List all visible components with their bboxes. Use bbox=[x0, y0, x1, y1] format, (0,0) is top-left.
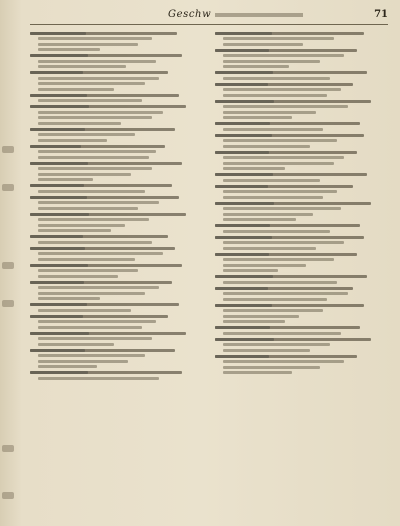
entry-continuation-line bbox=[223, 128, 323, 131]
directory-entry bbox=[30, 281, 203, 301]
entry-continuation-line bbox=[38, 48, 100, 51]
entry-continuation-line bbox=[38, 269, 138, 272]
entry-surname bbox=[30, 281, 84, 284]
entry-surname bbox=[215, 355, 269, 358]
entry-surname bbox=[30, 264, 88, 267]
directory-entry bbox=[215, 202, 388, 222]
binding-margin bbox=[0, 0, 22, 526]
entry-continuation-line bbox=[223, 332, 341, 335]
entry-first-line bbox=[215, 173, 367, 176]
directory-entry bbox=[215, 326, 388, 335]
entry-surname bbox=[30, 145, 81, 148]
entry-first-line bbox=[30, 349, 175, 352]
entry-continuation-line bbox=[38, 150, 156, 153]
entry-surname bbox=[215, 173, 273, 176]
entry-continuation-line bbox=[38, 201, 159, 204]
entry-continuation-line bbox=[38, 337, 152, 340]
directory-entry bbox=[30, 196, 203, 210]
entry-surname bbox=[215, 122, 270, 125]
entry-surname bbox=[215, 83, 268, 86]
entry-first-line bbox=[30, 145, 165, 148]
entry-surname bbox=[215, 49, 269, 52]
entry-first-line bbox=[215, 224, 360, 227]
entry-continuation-line bbox=[223, 156, 344, 159]
entry-first-line bbox=[30, 54, 182, 57]
entry-continuation-line bbox=[38, 88, 114, 91]
directory-entry bbox=[215, 236, 388, 250]
entry-surname bbox=[30, 128, 85, 131]
directory-entry bbox=[30, 332, 203, 346]
entry-surname bbox=[215, 185, 268, 188]
entry-first-line bbox=[215, 355, 357, 358]
entry-first-line bbox=[30, 281, 172, 284]
entry-continuation-line bbox=[223, 37, 334, 40]
entry-continuation-line bbox=[223, 371, 292, 374]
entry-first-line bbox=[30, 247, 175, 250]
entry-first-line bbox=[30, 71, 168, 74]
entry-continuation-line bbox=[38, 178, 93, 181]
entry-continuation-line bbox=[223, 94, 327, 97]
entry-continuation-line bbox=[223, 218, 296, 221]
entry-continuation-line bbox=[223, 60, 320, 63]
entry-surname bbox=[30, 371, 88, 374]
entry-first-line bbox=[215, 253, 357, 256]
entry-surname bbox=[215, 134, 272, 137]
directory-entry bbox=[215, 173, 388, 182]
entry-continuation-line bbox=[38, 360, 128, 363]
entry-surname bbox=[30, 303, 87, 306]
entry-continuation-line bbox=[223, 320, 285, 323]
entry-continuation-line bbox=[38, 218, 149, 221]
entry-surname bbox=[215, 100, 274, 103]
margin-mark bbox=[2, 300, 14, 307]
entry-continuation-line bbox=[38, 133, 135, 136]
entry-first-line bbox=[30, 94, 179, 97]
directory-entry bbox=[30, 349, 203, 369]
entry-continuation-line bbox=[38, 258, 135, 261]
entry-first-line bbox=[215, 122, 360, 125]
margin-mark bbox=[2, 146, 14, 153]
entry-first-line bbox=[215, 202, 371, 205]
entry-first-line bbox=[215, 83, 353, 86]
entry-continuation-line bbox=[223, 196, 323, 199]
directory-columns bbox=[30, 29, 388, 514]
directory-entry bbox=[215, 253, 388, 273]
entry-first-line bbox=[215, 275, 367, 278]
entry-continuation-line bbox=[223, 241, 344, 244]
entry-continuation-line bbox=[38, 60, 156, 63]
entry-continuation-line bbox=[223, 179, 320, 182]
directory-entry bbox=[215, 275, 388, 284]
entry-first-line bbox=[30, 162, 182, 165]
directory-entry bbox=[30, 184, 203, 193]
entry-continuation-line bbox=[38, 156, 149, 159]
directory-entry bbox=[215, 224, 388, 233]
entry-first-line bbox=[30, 196, 179, 199]
directory-entry bbox=[215, 134, 388, 148]
running-head-rest bbox=[215, 13, 303, 17]
entry-first-line bbox=[215, 287, 353, 290]
entry-surname bbox=[215, 338, 274, 341]
entry-continuation-line bbox=[223, 264, 306, 267]
entry-continuation-line bbox=[223, 145, 310, 148]
directory-entry bbox=[215, 32, 388, 46]
entry-surname bbox=[30, 213, 89, 216]
entry-continuation-line bbox=[223, 207, 341, 210]
entry-continuation-line bbox=[38, 343, 114, 346]
entry-first-line bbox=[215, 326, 360, 329]
entry-continuation-line bbox=[38, 37, 152, 40]
entry-first-line bbox=[215, 134, 364, 137]
margin-mark bbox=[2, 445, 14, 452]
directory-entry bbox=[215, 100, 388, 120]
entry-first-line bbox=[215, 236, 364, 239]
directory-entry bbox=[215, 304, 388, 324]
entry-first-line bbox=[30, 213, 186, 216]
entry-continuation-line bbox=[223, 190, 337, 193]
column-right bbox=[215, 29, 388, 514]
entry-surname bbox=[30, 162, 88, 165]
entry-first-line bbox=[215, 304, 364, 307]
directory-entry bbox=[30, 145, 203, 159]
entry-continuation-line bbox=[38, 229, 111, 232]
entry-continuation-line bbox=[38, 326, 142, 329]
running-head-text: Geschw bbox=[168, 9, 212, 20]
entry-continuation-line bbox=[38, 43, 138, 46]
entry-first-line bbox=[30, 128, 175, 131]
entry-surname bbox=[30, 315, 83, 318]
entry-continuation-line bbox=[223, 162, 334, 165]
entry-continuation-line bbox=[223, 269, 278, 272]
entry-continuation-line bbox=[38, 354, 145, 357]
directory-entry bbox=[215, 83, 388, 97]
entry-continuation-line bbox=[223, 167, 285, 170]
entry-continuation-line bbox=[223, 309, 323, 312]
entry-surname bbox=[215, 287, 268, 290]
directory-entry bbox=[215, 338, 388, 352]
entry-first-line bbox=[215, 100, 371, 103]
entry-first-line bbox=[30, 32, 177, 35]
directory-entry bbox=[30, 94, 203, 103]
entry-surname bbox=[30, 54, 88, 57]
page-header bbox=[30, 9, 388, 25]
entry-surname bbox=[215, 224, 270, 227]
entry-continuation-line bbox=[223, 247, 316, 250]
entry-first-line bbox=[30, 184, 172, 187]
entry-first-line bbox=[30, 235, 168, 238]
entry-continuation-line bbox=[223, 65, 289, 68]
margin-mark bbox=[2, 184, 14, 191]
entry-surname bbox=[30, 94, 87, 97]
entry-continuation-line bbox=[38, 139, 107, 142]
entry-continuation-line bbox=[38, 77, 159, 80]
entry-continuation-line bbox=[223, 298, 327, 301]
entry-surname bbox=[30, 184, 84, 187]
entry-continuation-line bbox=[223, 366, 320, 369]
entry-continuation-line bbox=[223, 315, 299, 318]
directory-entry bbox=[215, 122, 388, 131]
entry-first-line bbox=[215, 32, 364, 35]
entry-continuation-line bbox=[223, 77, 330, 80]
entry-surname bbox=[215, 304, 272, 307]
entry-continuation-line bbox=[223, 116, 292, 119]
margin-mark bbox=[2, 492, 14, 499]
entry-surname bbox=[30, 196, 87, 199]
directory-entry bbox=[215, 287, 388, 301]
entry-continuation-line bbox=[223, 258, 334, 261]
directory-entry bbox=[215, 49, 388, 69]
entry-first-line bbox=[30, 315, 168, 318]
entry-continuation-line bbox=[38, 173, 131, 176]
directory-entry bbox=[30, 105, 203, 125]
directory-entry bbox=[30, 54, 203, 68]
entry-continuation-line bbox=[38, 292, 145, 295]
page-number: 71 bbox=[374, 9, 388, 20]
entry-first-line bbox=[215, 338, 371, 341]
entry-first-line bbox=[30, 105, 186, 108]
entry-continuation-line bbox=[38, 99, 142, 102]
entry-surname bbox=[215, 253, 269, 256]
entry-surname bbox=[215, 71, 273, 74]
entry-continuation-line bbox=[38, 320, 156, 323]
entry-surname bbox=[30, 71, 83, 74]
entry-continuation-line bbox=[223, 360, 344, 363]
entry-surname bbox=[215, 275, 273, 278]
entry-continuation-line bbox=[38, 116, 152, 119]
entry-continuation-line bbox=[38, 111, 163, 114]
entry-first-line bbox=[215, 49, 357, 52]
directory-entry bbox=[30, 235, 203, 244]
entry-surname bbox=[215, 32, 272, 35]
entry-continuation-line bbox=[38, 241, 152, 244]
running-head bbox=[168, 9, 303, 20]
column-left bbox=[30, 29, 203, 514]
entry-continuation-line bbox=[223, 111, 316, 114]
directory-entry bbox=[30, 264, 203, 278]
entry-surname bbox=[215, 236, 272, 239]
entry-first-line bbox=[30, 264, 182, 267]
directory-entry bbox=[30, 213, 203, 233]
entry-surname bbox=[215, 151, 269, 154]
entry-continuation-line bbox=[223, 88, 341, 91]
entry-continuation-line bbox=[223, 349, 310, 352]
directory-entry bbox=[30, 247, 203, 261]
entry-continuation-line bbox=[223, 54, 344, 57]
entry-continuation-line bbox=[223, 213, 313, 216]
entry-continuation-line bbox=[38, 82, 145, 85]
entry-first-line bbox=[215, 151, 357, 154]
entry-continuation-line bbox=[223, 139, 337, 142]
entry-surname bbox=[30, 32, 86, 35]
entry-surname bbox=[30, 247, 85, 250]
entry-first-line bbox=[30, 371, 182, 374]
directory-entry bbox=[30, 303, 203, 312]
entry-continuation-line bbox=[38, 224, 125, 227]
entry-continuation-line bbox=[223, 292, 348, 295]
entry-surname bbox=[215, 326, 270, 329]
entry-continuation-line bbox=[38, 65, 126, 68]
entry-surname bbox=[30, 349, 85, 352]
directory-entry bbox=[215, 71, 388, 80]
directory-entry bbox=[215, 355, 388, 375]
directory-entry bbox=[30, 128, 203, 142]
directory-entry bbox=[30, 315, 203, 329]
entry-first-line bbox=[30, 303, 179, 306]
entry-continuation-line bbox=[38, 275, 118, 278]
entry-continuation-line bbox=[38, 365, 97, 368]
entry-continuation-line bbox=[38, 377, 159, 380]
entry-continuation-line bbox=[38, 122, 121, 125]
entry-first-line bbox=[30, 332, 186, 335]
entry-continuation-line bbox=[38, 207, 138, 210]
margin-mark bbox=[2, 262, 14, 269]
directory-entry bbox=[30, 371, 203, 380]
directory-entry bbox=[30, 32, 203, 52]
entry-continuation-line bbox=[38, 286, 159, 289]
entry-surname bbox=[30, 235, 83, 238]
entry-continuation-line bbox=[38, 297, 100, 300]
entry-continuation-line bbox=[223, 230, 330, 233]
entry-surname bbox=[30, 332, 89, 335]
directory-entry bbox=[30, 162, 203, 182]
entry-first-line bbox=[215, 71, 367, 74]
directory-entry bbox=[215, 185, 388, 199]
entry-first-line bbox=[215, 185, 353, 188]
entry-continuation-line bbox=[223, 43, 303, 46]
entry-continuation-line bbox=[38, 252, 163, 255]
entry-continuation-line bbox=[223, 105, 348, 108]
directory-entry bbox=[30, 71, 203, 91]
entry-continuation-line bbox=[38, 167, 152, 170]
entry-continuation-line bbox=[223, 343, 330, 346]
entry-continuation-line bbox=[38, 190, 145, 193]
entry-continuation-line bbox=[38, 309, 131, 312]
entry-surname bbox=[215, 202, 274, 205]
entry-surname bbox=[30, 105, 89, 108]
directory-entry bbox=[215, 151, 388, 171]
entry-continuation-line bbox=[223, 281, 337, 284]
